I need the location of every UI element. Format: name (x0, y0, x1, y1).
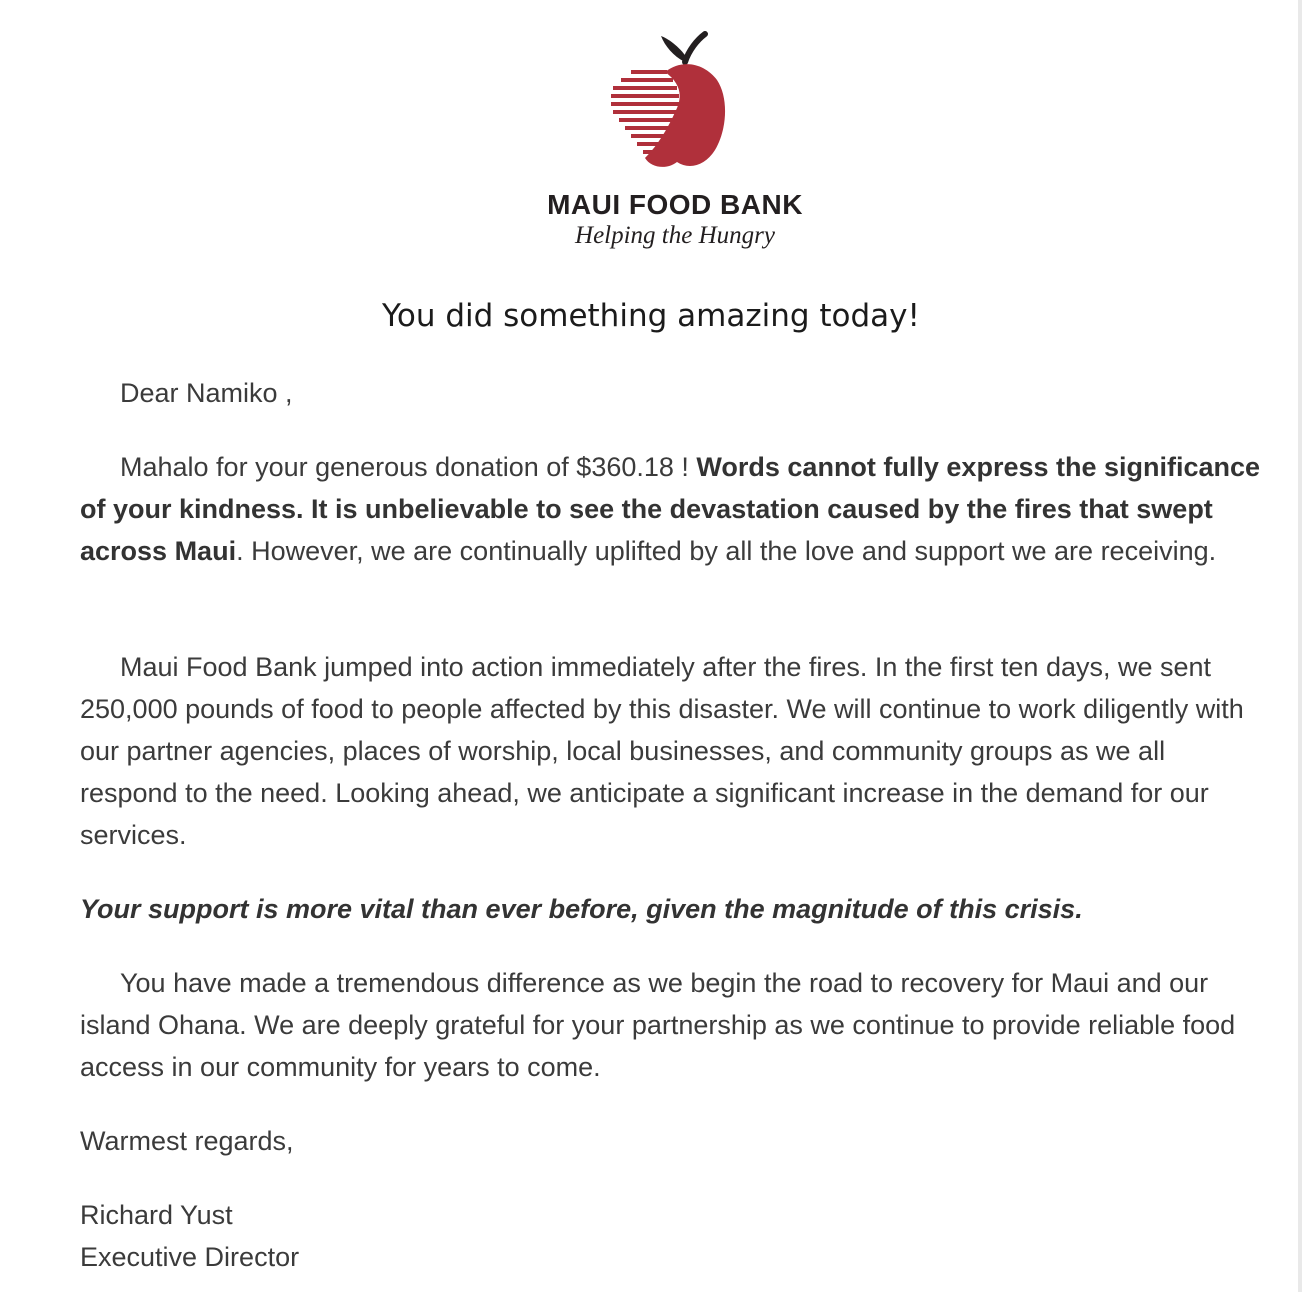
signature-name: Richard Yust (80, 1200, 233, 1230)
org-tagline: Helping the Hungry (575, 222, 775, 249)
closing: Warmest regards, (80, 1126, 294, 1156)
headline: You did something amazing today! (382, 298, 920, 334)
donation-emphasis: Words cannot fully express the significance of your kindness. It is unbelievable to see the devastation caused by the fires that swept across Maui (80, 452, 1261, 566)
callout: Your support is more vital than ever before, given the magnitude of this crisis. (80, 894, 1083, 924)
paragraph-gratitude: You have made a tremendous difference as we begin the road to recovery for Maui and our island Ohana. We are deeply grateful for your partnership as we continue to provide reliable food access in our community for years to come. (80, 968, 1236, 1082)
org-name: MAUI FOOD BANK (547, 189, 803, 220)
logo (540, 24, 810, 250)
paragraph-action: Maui Food Bank jumped into action immediately after the fires. In the first ten days, we sent 250,000 pounds of food to people affected by this disaster. We will continue to work diligently with our partner agencies, places of worship, local businesses, and community groups as we all respond to the need. Looking ahead, we anticipate a significant increase in the demand for our services. (80, 652, 1244, 850)
greeting: Dear Namiko , (120, 378, 293, 408)
donation-intro: Mahalo for your generous donation of $360.18 ! (120, 452, 697, 482)
donation-rest: . However, we are continually uplifted by all the love and support we are receiving. (236, 536, 1217, 566)
paragraph-donation (80, 446, 1270, 572)
page-edge (1298, 0, 1302, 1292)
apple-heart-icon (605, 24, 745, 174)
signature-title: Executive Director (80, 1242, 300, 1272)
